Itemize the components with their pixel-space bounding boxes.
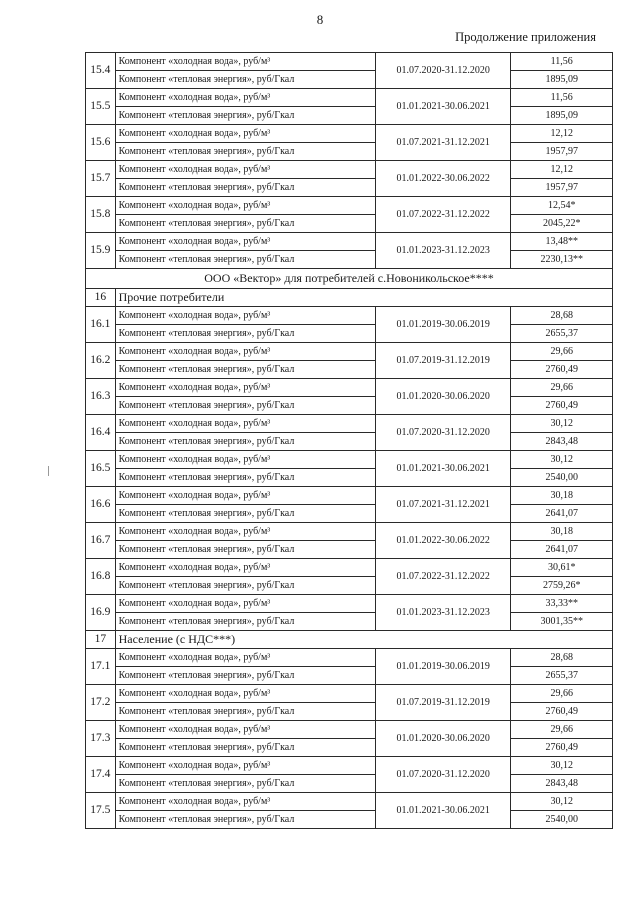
row-number: 15.5: [86, 89, 116, 125]
tariff-row: [86, 649, 613, 667]
heat-tariff: 2760,49: [511, 703, 613, 721]
category-row-17: [86, 631, 613, 649]
tariff-row: [86, 415, 613, 433]
water-tariff: 28,68: [511, 649, 613, 667]
row-number: 17.1: [86, 649, 116, 685]
component-water-label: Компонент «холодная вода», руб/м³: [115, 343, 375, 361]
period: 01.01.2021-30.06.2021: [375, 793, 510, 829]
heat-tariff: 3001,35**: [511, 613, 613, 631]
tariff-row-heat: [86, 613, 613, 631]
heat-tariff: 1895,09: [511, 107, 613, 125]
tariff-block-15: [86, 53, 613, 269]
water-tariff: 30,12: [511, 415, 613, 433]
tariff-row-heat: [86, 667, 613, 685]
heat-tariff: 2843,48: [511, 775, 613, 793]
tariff-row: [86, 721, 613, 739]
row-number: 16.8: [86, 559, 116, 595]
component-water-label: Компонент «холодная вода», руб/м³: [115, 415, 375, 433]
category-number: 16: [86, 289, 116, 307]
row-number: 17.3: [86, 721, 116, 757]
tariff-row: [86, 559, 613, 577]
tariff-row-heat: [86, 775, 613, 793]
component-heat-label: Компонент «тепловая энергия», руб/Гкал: [115, 739, 375, 757]
tariff-row-heat: [86, 703, 613, 721]
component-heat-label: Компонент «тепловая энергия», руб/Гкал: [115, 397, 375, 415]
period: 01.01.2021-30.06.2021: [375, 451, 510, 487]
component-heat-label: Компонент «тепловая энергия», руб/Гкал: [115, 433, 375, 451]
tariff-row: [86, 757, 613, 775]
component-heat-label: Компонент «тепловая энергия», руб/Гкал: [115, 179, 375, 197]
tariff-row: [86, 793, 613, 811]
period: 01.07.2022-31.12.2022: [375, 197, 510, 233]
category-header-17: [86, 631, 613, 649]
water-tariff: 29,66: [511, 685, 613, 703]
category-label: Прочие потребители: [115, 289, 612, 307]
component-heat-label: Компонент «тепловая энергия», руб/Гкал: [115, 613, 375, 631]
component-heat-label: Компонент «тепловая энергия», руб/Гкал: [115, 143, 375, 161]
tariff-row-heat: [86, 143, 613, 161]
tariff-row: [86, 379, 613, 397]
component-water-label: Компонент «холодная вода», руб/м³: [115, 379, 375, 397]
tariff-row-heat: [86, 215, 613, 233]
tariff-row-heat: [86, 325, 613, 343]
category-row-16: [86, 289, 613, 307]
component-heat-label: Компонент «тепловая энергия», руб/Гкал: [115, 215, 375, 233]
water-tariff: 13,48**: [511, 233, 613, 251]
tariff-row: [86, 595, 613, 613]
period: 01.07.2021-31.12.2021: [375, 487, 510, 523]
tariff-row: [86, 343, 613, 361]
tariff-row-heat: [86, 505, 613, 523]
row-number: 17.4: [86, 757, 116, 793]
row-number: 16.9: [86, 595, 116, 631]
water-tariff: 11,56: [511, 53, 613, 71]
period: 01.07.2021-31.12.2021: [375, 125, 510, 161]
tariff-row: [86, 307, 613, 325]
component-heat-label: Компонент «тепловая энергия», руб/Гкал: [115, 325, 375, 343]
period: 01.01.2020-30.06.2020: [375, 379, 510, 415]
period: 01.07.2019-31.12.2019: [375, 343, 510, 379]
heat-tariff: 2760,49: [511, 361, 613, 379]
row-number: 16.6: [86, 487, 116, 523]
heat-tariff: 2655,37: [511, 667, 613, 685]
tariff-row: [86, 89, 613, 107]
water-tariff: 29,66: [511, 721, 613, 739]
tariff-row: [86, 161, 613, 179]
heat-tariff: 2641,07: [511, 541, 613, 559]
tariff-block-17: [86, 649, 613, 829]
tariff-row: [86, 451, 613, 469]
component-water-label: Компонент «холодная вода», руб/м³: [115, 649, 375, 667]
row-number: 17.5: [86, 793, 116, 829]
component-heat-label: Компонент «тепловая энергия», руб/Гкал: [115, 469, 375, 487]
component-heat-label: Компонент «тепловая энергия», руб/Гкал: [115, 251, 375, 269]
water-tariff: 12,12: [511, 125, 613, 143]
heat-tariff: 2655,37: [511, 325, 613, 343]
heat-tariff: 2759,26*: [511, 577, 613, 595]
row-number: 15.8: [86, 197, 116, 233]
row-number: 16.1: [86, 307, 116, 343]
tariff-row-heat: [86, 433, 613, 451]
row-number: 16.7: [86, 523, 116, 559]
component-water-label: Компонент «холодная вода», руб/м³: [115, 685, 375, 703]
component-water-label: Компонент «холодная вода», руб/м³: [115, 89, 375, 107]
component-water-label: Компонент «холодная вода», руб/м³: [115, 793, 375, 811]
heat-tariff: 2045,22*: [511, 215, 613, 233]
component-water-label: Компонент «холодная вода», руб/м³: [115, 161, 375, 179]
tariff-row-heat: [86, 251, 613, 269]
heat-tariff: 2843,48: [511, 433, 613, 451]
period: 01.07.2019-31.12.2019: [375, 685, 510, 721]
component-heat-label: Компонент «тепловая энергия», руб/Гкал: [115, 541, 375, 559]
water-tariff: 12,12: [511, 161, 613, 179]
tariff-row-heat: [86, 107, 613, 125]
heat-tariff: 1957,97: [511, 179, 613, 197]
component-water-label: Компонент «холодная вода», руб/м³: [115, 559, 375, 577]
category-number: 17: [86, 631, 116, 649]
group-title-row: [86, 269, 613, 289]
heat-tariff: 2760,49: [511, 397, 613, 415]
component-water-label: Компонент «холодная вода», руб/м³: [115, 757, 375, 775]
tariff-row-heat: [86, 469, 613, 487]
heat-tariff: 2641,07: [511, 505, 613, 523]
period: 01.01.2021-30.06.2021: [375, 89, 510, 125]
heat-tariff: 2230,13**: [511, 251, 613, 269]
component-heat-label: Компонент «тепловая энергия», руб/Гкал: [115, 71, 375, 89]
component-heat-label: Компонент «тепловая энергия», руб/Гкал: [115, 577, 375, 595]
heat-tariff: 2760,49: [511, 739, 613, 757]
component-water-label: Компонент «холодная вода», руб/м³: [115, 721, 375, 739]
heat-tariff: 2540,00: [511, 811, 613, 829]
tariff-row-heat: [86, 397, 613, 415]
tariff-row: [86, 233, 613, 251]
page-caption: Продолжение приложения: [455, 30, 596, 44]
row-number: 16.4: [86, 415, 116, 451]
tariff-row-heat: [86, 179, 613, 197]
row-number: 16.2: [86, 343, 116, 379]
component-heat-label: Компонент «тепловая энергия», руб/Гкал: [115, 107, 375, 125]
period: 01.01.2022-30.06.2022: [375, 161, 510, 197]
row-number: 15.9: [86, 233, 116, 269]
component-water-label: Компонент «холодная вода», руб/м³: [115, 451, 375, 469]
group-header: [86, 269, 613, 307]
period: 01.01.2023-31.12.2023: [375, 233, 510, 269]
component-water-label: Компонент «холодная вода», руб/м³: [115, 307, 375, 325]
tariff-table: [85, 52, 613, 829]
row-number: 15.7: [86, 161, 116, 197]
tariff-row-heat: [86, 361, 613, 379]
period: 01.07.2022-31.12.2022: [375, 559, 510, 595]
water-tariff: 30,18: [511, 487, 613, 505]
tariff-row: [86, 523, 613, 541]
tariff-row: [86, 685, 613, 703]
page-number: 8: [316, 12, 324, 27]
margin-mark: [48, 466, 49, 476]
tariff-row-heat: [86, 541, 613, 559]
water-tariff: 11,56: [511, 89, 613, 107]
tariff-row: [86, 487, 613, 505]
component-heat-label: Компонент «тепловая энергия», руб/Гкал: [115, 703, 375, 721]
component-water-label: Компонент «холодная вода», руб/м³: [115, 487, 375, 505]
water-tariff: 30,12: [511, 451, 613, 469]
group-title: ООО «Вектор» для потребителей с.Новоникольское****: [86, 269, 613, 289]
water-tariff: 30,61*: [511, 559, 613, 577]
component-heat-label: Компонент «тепловая энергия», руб/Гкал: [115, 361, 375, 379]
water-tariff: 30,18: [511, 523, 613, 541]
component-water-label: Компонент «холодная вода», руб/м³: [115, 233, 375, 251]
row-number: 16.3: [86, 379, 116, 415]
tariff-row: [86, 53, 613, 71]
water-tariff: 28,68: [511, 307, 613, 325]
tariff-row-heat: [86, 71, 613, 89]
tariff-row-heat: [86, 811, 613, 829]
tariff-row-heat: [86, 577, 613, 595]
component-heat-label: Компонент «тепловая энергия», руб/Гкал: [115, 667, 375, 685]
component-water-label: Компонент «холодная вода», руб/м³: [115, 53, 375, 71]
component-water-label: Компонент «холодная вода», руб/м³: [115, 523, 375, 541]
period: 01.01.2023-31.12.2023: [375, 595, 510, 631]
water-tariff: 29,66: [511, 379, 613, 397]
row-number: 15.4: [86, 53, 116, 89]
water-tariff: 30,12: [511, 757, 613, 775]
component-water-label: Компонент «холодная вода», руб/м³: [115, 125, 375, 143]
tariff-row-heat: [86, 739, 613, 757]
component-water-label: Компонент «холодная вода», руб/м³: [115, 595, 375, 613]
category-label: Население (с НДС***): [115, 631, 612, 649]
period: 01.01.2019-30.06.2019: [375, 307, 510, 343]
heat-tariff: 2540,00: [511, 469, 613, 487]
water-tariff: 30,12: [511, 793, 613, 811]
tariff-row: [86, 125, 613, 143]
row-number: 16.5: [86, 451, 116, 487]
period: 01.01.2019-30.06.2019: [375, 649, 510, 685]
component-heat-label: Компонент «тепловая энергия», руб/Гкал: [115, 775, 375, 793]
period: 01.07.2020-31.12.2020: [375, 53, 510, 89]
row-number: 15.6: [86, 125, 116, 161]
period: 01.01.2022-30.06.2022: [375, 523, 510, 559]
period: 01.01.2020-30.06.2020: [375, 721, 510, 757]
water-tariff: 33,33**: [511, 595, 613, 613]
water-tariff: 29,66: [511, 343, 613, 361]
tariff-block-16: [86, 307, 613, 631]
component-heat-label: Компонент «тепловая энергия», руб/Гкал: [115, 811, 375, 829]
component-heat-label: Компонент «тепловая энергия», руб/Гкал: [115, 505, 375, 523]
heat-tariff: 1895,09: [511, 71, 613, 89]
tariff-row: [86, 197, 613, 215]
water-tariff: 12,54*: [511, 197, 613, 215]
period: 01.07.2020-31.12.2020: [375, 415, 510, 451]
row-number: 17.2: [86, 685, 116, 721]
period: 01.07.2020-31.12.2020: [375, 757, 510, 793]
heat-tariff: 1957,97: [511, 143, 613, 161]
component-water-label: Компонент «холодная вода», руб/м³: [115, 197, 375, 215]
